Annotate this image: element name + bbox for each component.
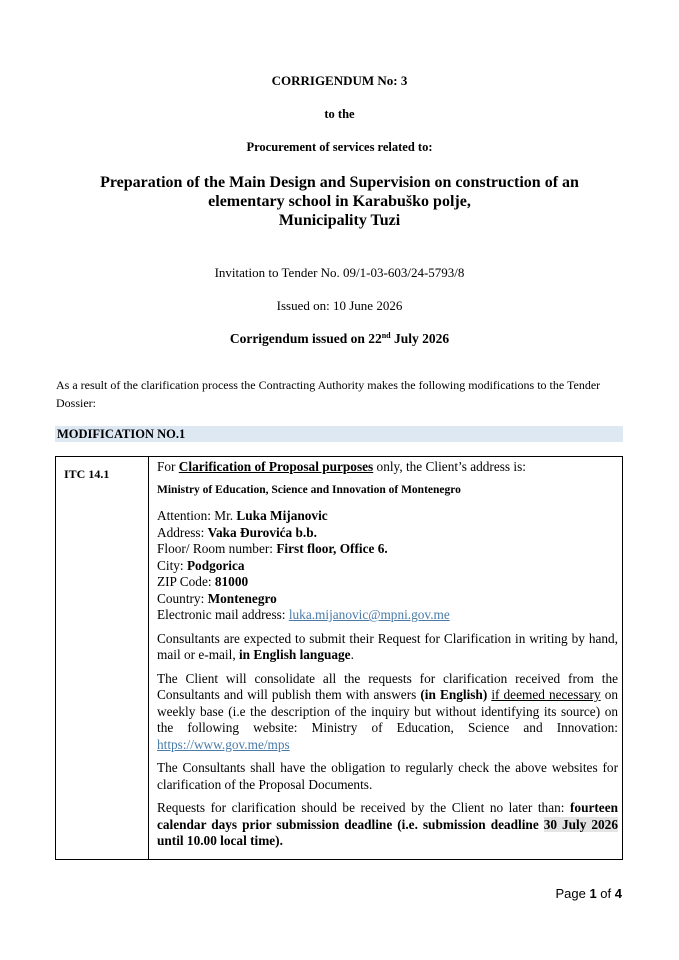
- page-total: 4: [614, 886, 622, 901]
- intro-paragraph: As a result of the clarification process the Contracting Authority makes the following modifications to the Tender Dossier:: [56, 378, 601, 410]
- zip-line: [157, 574, 618, 591]
- city-line: [157, 558, 618, 575]
- attention-label: Attention: Mr.: [157, 508, 237, 523]
- floor-label: Floor/ Room number:: [157, 541, 277, 556]
- para1-c: .: [350, 647, 354, 662]
- zip-value: 81000: [214, 574, 249, 589]
- tender-title-line-2: elementary school in Karabuško polje,: [208, 193, 471, 210]
- country-line: [157, 591, 618, 608]
- attention-value: Luka Mijanovic: [236, 508, 328, 523]
- page-label: Page: [555, 886, 590, 901]
- deadline-date: 30 July 2026: [543, 816, 618, 832]
- para2-e: on weekly base (i.e the description of the inquiry but without identifying its source) on the following website: Ministry of Education, Science and Innovation:: [157, 687, 619, 735]
- para1-a: Consultants are expected to submit their Request for Clarification in writing by hand, mail or e-mail,: [157, 630, 618, 662]
- page-number: [555, 886, 622, 901]
- corr-issued-prefix: Corrigendum issued on 22: [229, 331, 382, 346]
- para2-d: if deemed necessary: [491, 687, 601, 702]
- email-label: Electronic mail address:: [157, 607, 289, 622]
- modification-header-bar: [55, 426, 623, 442]
- address-intro: [157, 459, 618, 476]
- floor-value: First floor, Office 6.: [276, 541, 388, 556]
- corrigendum-issued-date: [0, 331, 679, 347]
- submission-paragraph: [157, 631, 618, 664]
- tender-title-line-1: Preparation of the Main Design and Supervision on construction of an: [100, 174, 579, 191]
- corr-issued-sup: nd: [381, 331, 391, 340]
- country-label: Country:: [157, 590, 208, 606]
- ministry-name: Ministry of Education, Science and Innovation of Montenegro: [157, 483, 461, 496]
- modification-table: [55, 456, 623, 860]
- floor-line: [157, 541, 618, 558]
- page-of: of: [596, 886, 615, 901]
- invitation-number: Invitation to Tender No. 09/1-03-603/24-5793/8: [214, 265, 465, 280]
- address-label: Address:: [157, 524, 208, 540]
- tender-title-line-3: Municipality Tuzi: [278, 212, 401, 229]
- attention-line: [157, 508, 618, 525]
- deadline-paragraph: [157, 800, 618, 850]
- line1-a: For: [157, 459, 179, 474]
- corrigendum-number: CORRIGENDUM No: 3: [271, 73, 408, 88]
- line1-c: only, the Client’s address is:: [373, 459, 526, 474]
- para1-b: in English language: [238, 647, 351, 662]
- para2-a: The Client will consolidate all the requests for clarification received from the Consultants and will publish them with answers: [157, 670, 618, 702]
- clause-reference: ITC 14.1: [64, 467, 110, 481]
- email-line: [157, 607, 618, 624]
- modification-content: [157, 459, 618, 850]
- procurement-line: Procurement of services related to:: [246, 140, 433, 154]
- page-current: 1: [589, 886, 597, 901]
- column-divider: [148, 457, 149, 859]
- line1-b: Clarification of Proposal purposes: [178, 459, 374, 474]
- address-value: Vaka Đurovića b.b.: [207, 524, 317, 540]
- country-value: Montenegro: [207, 590, 277, 606]
- tender-title: [60, 173, 619, 230]
- para2-b: (in English): [420, 687, 488, 702]
- consolidation-paragraph: [157, 671, 618, 754]
- website-link[interactable]: https://www.gov.me/mps: [157, 736, 290, 752]
- para4-c: until 10.00 local time).: [157, 833, 283, 848]
- issued-date: Issued on: 10 June 2026: [276, 298, 403, 313]
- para4-a: Requests for clarification should be received by the Client no later than:: [157, 800, 570, 815]
- city-label: City:: [157, 557, 187, 573]
- to-the-line: to the: [324, 107, 355, 121]
- modification-title: MODIFICATION NO.1: [57, 427, 186, 441]
- address-line: [157, 525, 618, 542]
- city-value: Podgorica: [186, 557, 245, 573]
- para4-b: fourteen calendar days prior submission deadline (i.e. submission deadline: [157, 800, 618, 832]
- obligation-paragraph: The Consultants shall have the obligation to regularly check the above websites for clarification of the Proposal Documents.: [157, 760, 618, 792]
- email-link[interactable]: luka.mijanovic@mpni.gov.me: [288, 607, 450, 622]
- corr-issued-suffix: July 2026: [390, 331, 450, 346]
- zip-label: ZIP Code:: [157, 574, 215, 589]
